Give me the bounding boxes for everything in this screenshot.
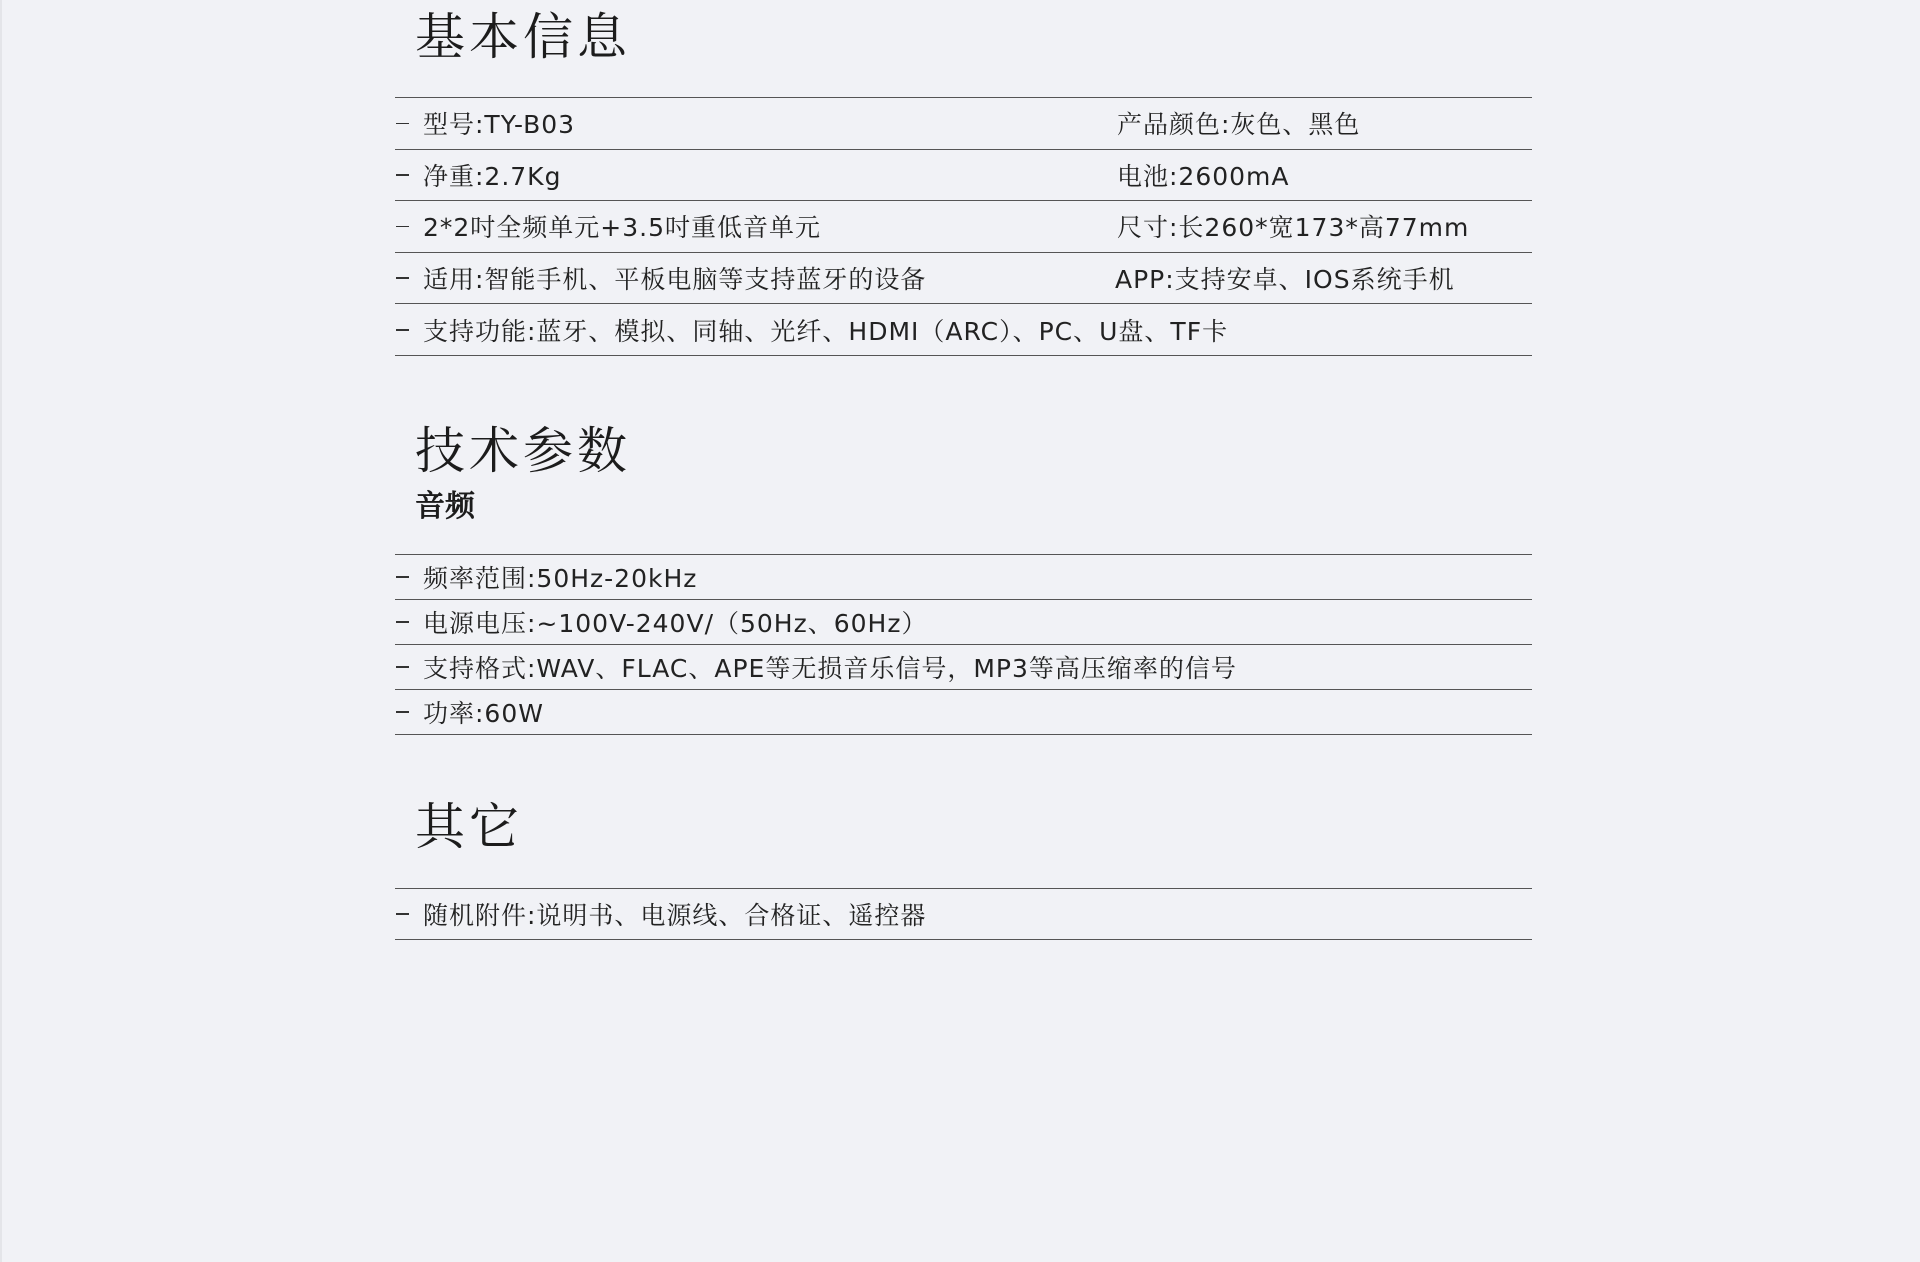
section-title-basic: 基本信息 [415,8,631,66]
table-row [395,645,1532,690]
dash-icon [396,621,409,623]
spec-cell [395,201,821,252]
spec-text: 支持功能:蓝牙、模拟、同轴、光纤、HDMI（ARC）、PC、U盘、TF卡 [423,316,1229,346]
spec-cell [1117,98,1360,149]
page-left-edge [0,0,2,1262]
spec-cell [1115,253,1455,304]
dash-icon [396,226,409,228]
spec-text: 净重:2.7Kg [423,161,562,191]
table-row [395,98,1532,150]
spec-text: 支持格式:WAV、FLAC、APE等无损音乐信号，MP3等高压缩率的信号 [423,654,1237,683]
spec-text: 产品颜色:灰色、黑色 [1117,110,1361,140]
table-row [395,253,1532,305]
spec-text: 电源电压:~100V-240V/（50Hz、60Hz） [423,609,928,638]
dash-icon [396,123,409,125]
tech-spec-table [395,554,1532,735]
dash-icon [396,329,409,331]
spec-cell [395,600,927,644]
spec-cell [395,889,926,939]
spec-text: 功率:60W [423,699,544,728]
table-row [395,201,1532,253]
spec-text: 适用:智能手机、平板电脑等支持蓝牙的设备 [423,265,927,295]
spec-cell [395,150,561,201]
spec-cell [395,555,697,599]
dash-icon [396,913,409,915]
spec-text: 电池:2600mA [1117,161,1290,191]
spec-cell [1117,150,1290,201]
table-row [395,690,1532,735]
dash-icon [396,174,409,176]
section-subtitle-audio: 音频 [415,489,475,524]
spec-text: 尺寸:长260*宽173*高77mm [1117,213,1470,243]
table-row [395,555,1532,600]
table-row [395,304,1532,356]
dash-icon [396,666,409,668]
spec-text: 型号:TY-B03 [423,110,576,140]
spec-text: 随机附件:说明书、电源线、合格证、遥控器 [423,901,927,930]
spec-cell [1117,201,1469,252]
spec-text: 频率范围:50Hz-20kHz [423,564,698,593]
dash-icon [396,277,409,279]
dash-icon [396,711,409,713]
other-table [395,888,1532,940]
spec-text: APP:支持安卓、IOS系统手机 [1115,265,1455,295]
spec-cell [395,645,1237,689]
section-title-other: 其它 [415,798,523,856]
spec-cell [395,690,544,734]
basic-info-table [395,97,1532,356]
spec-cell [395,304,1228,355]
dash-icon [396,576,409,578]
section-title-tech: 技术参数 [415,422,631,480]
table-row [395,600,1532,645]
spec-text: 2*2吋全频单元+3.5吋重低音单元 [423,213,822,243]
table-row [395,150,1532,202]
spec-cell [395,98,575,149]
table-row [395,889,1532,940]
spec-cell [395,253,926,304]
